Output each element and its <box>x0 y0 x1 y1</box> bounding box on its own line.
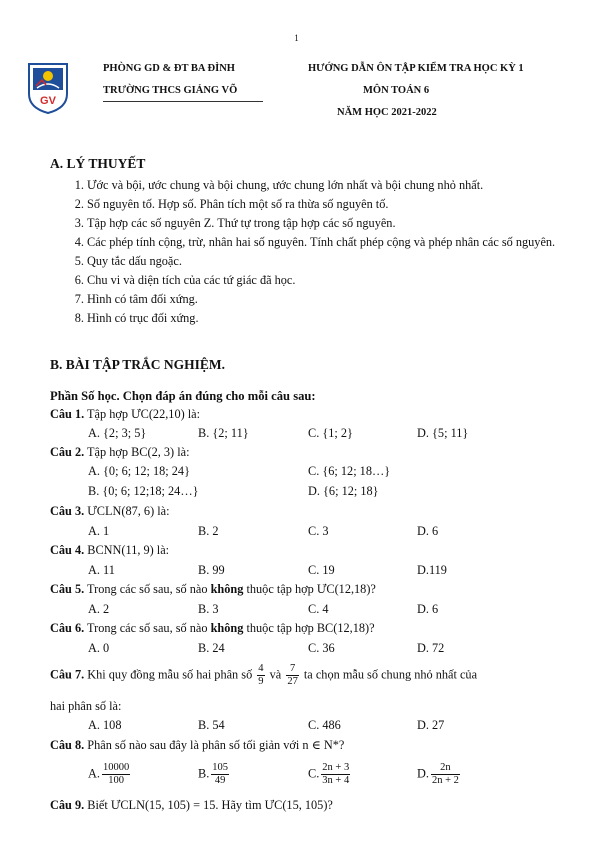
fraction-option-d <box>431 762 460 787</box>
question-1 <box>50 407 200 422</box>
header-school-year: NĂM HỌC 2021-2022 <box>337 107 437 118</box>
question-text: ta chọn mẫu số chung nhỏ nhất của <box>300 667 478 682</box>
option-d: D.119 <box>417 563 447 577</box>
header-underline <box>103 101 263 102</box>
school-logo <box>27 62 69 114</box>
emphasis-not: không <box>210 621 244 635</box>
option-a: A. 11 <box>88 563 115 577</box>
fraction-4-9 <box>257 663 264 688</box>
numerator: 2n <box>431 762 460 775</box>
question-text: Tập hợp ƯC(22,10) là: <box>84 407 201 421</box>
question-label: Câu 7. <box>50 667 85 682</box>
question-label: Câu 6. <box>50 621 85 635</box>
question-9 <box>50 798 333 813</box>
theory-item: 7. Hình có tâm đối xứng. <box>87 290 593 309</box>
question-label: Câu 1. <box>50 407 85 421</box>
option-d: D. 72 <box>417 641 445 655</box>
numerator: 105 <box>212 762 229 773</box>
question-3 <box>50 504 170 519</box>
option-c: C. {1; 2} <box>308 426 353 440</box>
question-text: Phân số nào sau đây là phân số tối giản với n ∈ N*? <box>84 738 345 752</box>
option-a: A. {0; 6; 12; 18; 24} <box>88 464 190 478</box>
option-b: B. 24 <box>198 641 225 655</box>
question-text: Biết ƯCLN(15, 105) = 15. Hãy tìm ƯC(15, 105)? <box>84 798 333 812</box>
option-a: A. 1 <box>88 524 110 538</box>
option-d: D. {5; 11} <box>417 426 469 440</box>
svg-text:GV: GV <box>40 95 56 107</box>
question-label: Câu 3. <box>50 504 85 518</box>
option-d: D. 6 <box>417 602 439 616</box>
header-title: HƯỚNG DẪN ÔN TẬP KIỂM TRA HỌC KỲ 1 <box>308 63 524 74</box>
question-label: Câu 2. <box>50 445 85 459</box>
question-6 <box>50 621 375 636</box>
page-number: 1 <box>294 33 299 43</box>
denominator: 9 <box>258 676 264 687</box>
theory-item: 1. Ước và bội, ước chung và bội chung, ước chung lớn nhất và bội chung nhỏ nhất. <box>87 176 593 195</box>
question-text: Khi quy đồng mẫu số hai phân số <box>84 667 256 682</box>
option-b: B. 2 <box>198 524 219 538</box>
question-text: ƯCLN(87, 6) là: <box>84 504 170 518</box>
question-2 <box>50 445 190 460</box>
option-c <box>308 762 352 787</box>
option-b <box>198 762 231 787</box>
theory-item: 2. Số nguyên tố. Hợp số. Phân tích một số ra thừa số nguyên tố. <box>87 195 593 214</box>
denominator: 49 <box>214 775 226 786</box>
theory-list <box>50 176 593 328</box>
question-text: BCNN(11, 9) là: <box>84 543 170 557</box>
header-department: PHÒNG GD & ĐT BA ĐÌNH <box>103 63 235 74</box>
part-heading: Phần Số học. Chọn đáp án đúng cho mỗi câu sau: <box>50 389 316 403</box>
question-7-continued: hai phân số là: <box>50 699 122 713</box>
option-c: C. 4 <box>308 602 329 616</box>
fraction-option-c <box>321 762 350 787</box>
theory-item: 6. Chu vi và diện tích của các tứ giác đã học. <box>87 271 593 290</box>
denominator: 2n + 2 <box>431 775 459 786</box>
option-c: C. 486 <box>308 718 341 732</box>
option-letter: B. <box>198 766 210 781</box>
option-letter: D. <box>417 766 429 781</box>
question-label: Câu 5. <box>50 582 85 596</box>
question-text: Tập hợp BC(2, 3) là: <box>84 445 190 459</box>
fraction-option-b <box>211 762 229 787</box>
option-c: C. 36 <box>308 641 335 655</box>
theory-item: 3. Tập hợp các số nguyên Z. Thứ tự trong tập hợp các số nguyên. <box>87 214 593 233</box>
question-4 <box>50 543 169 558</box>
denominator: 3n + 4 <box>322 775 350 786</box>
question-label: Câu 9. <box>50 798 85 812</box>
theory-item: 5. Quy tắc dấu ngoặc. <box>87 252 593 271</box>
option-b: B. {0; 6; 12;18; 24…} <box>88 484 199 498</box>
numerator: 10000 <box>102 762 130 773</box>
option-c: C. 3 <box>308 524 329 538</box>
question-5 <box>50 582 376 597</box>
denominator: 27 <box>287 676 298 687</box>
fraction-option-a <box>102 762 130 787</box>
question-7 <box>50 663 477 688</box>
question-8 <box>50 738 344 753</box>
option-c: C. 19 <box>308 563 335 577</box>
denominator: 100 <box>108 775 124 786</box>
question-text: và <box>266 667 285 682</box>
numerator: 2n + 3 <box>322 762 350 773</box>
question-text: Trong các số sau, số nào <box>84 582 211 596</box>
option-a: A. 108 <box>88 718 122 732</box>
question-text: Trong các số sau, số nào <box>84 621 211 635</box>
option-d: D. 6 <box>417 524 439 538</box>
option-d: D. 27 <box>417 718 445 732</box>
option-b: B. 54 <box>198 718 225 732</box>
theory-item: 4. Các phép tính cộng, trừ, nhân hai số nguyên. Tính chất phép cộng và phép nhân các số nguyên. <box>87 233 593 252</box>
option-a: A. 2 <box>88 602 110 616</box>
section-b-title: B. BÀI TẬP TRẮC NGHIỆM. <box>50 357 226 372</box>
option-d: D. {6; 12; 18} <box>308 484 379 498</box>
numerator: 4 <box>258 663 264 674</box>
option-letter: C. <box>308 766 320 781</box>
fraction-7-27 <box>286 663 299 688</box>
option-letter: A. <box>88 766 100 781</box>
option-b: B. 99 <box>198 563 225 577</box>
question-label: Câu 4. <box>50 543 85 557</box>
numerator: 7 <box>286 663 299 676</box>
question-text: thuộc tập hợp ƯC(12,18)? <box>243 582 376 596</box>
header-school: TRƯỜNG THCS GIẢNG VÕ <box>103 85 238 96</box>
section-a-title: A. LÝ THUYẾT <box>50 156 146 171</box>
header-subject: MÔN TOÁN 6 <box>363 85 430 96</box>
option-a <box>88 762 132 787</box>
option-a: A. {2; 3; 5} <box>88 426 147 440</box>
option-a: A. 0 <box>88 641 110 655</box>
option-b: B. 3 <box>198 602 219 616</box>
theory-item: 8. Hình có trục đối xứng. <box>87 309 593 328</box>
question-label: Câu 8. <box>50 738 85 752</box>
question-text: thuộc tập hợp BC(12,18)? <box>243 621 375 635</box>
option-c: C. {6; 12; 18…} <box>308 464 391 478</box>
emphasis-not: không <box>210 582 244 596</box>
option-b: B. {2; 11} <box>198 426 249 440</box>
option-d <box>417 762 462 787</box>
